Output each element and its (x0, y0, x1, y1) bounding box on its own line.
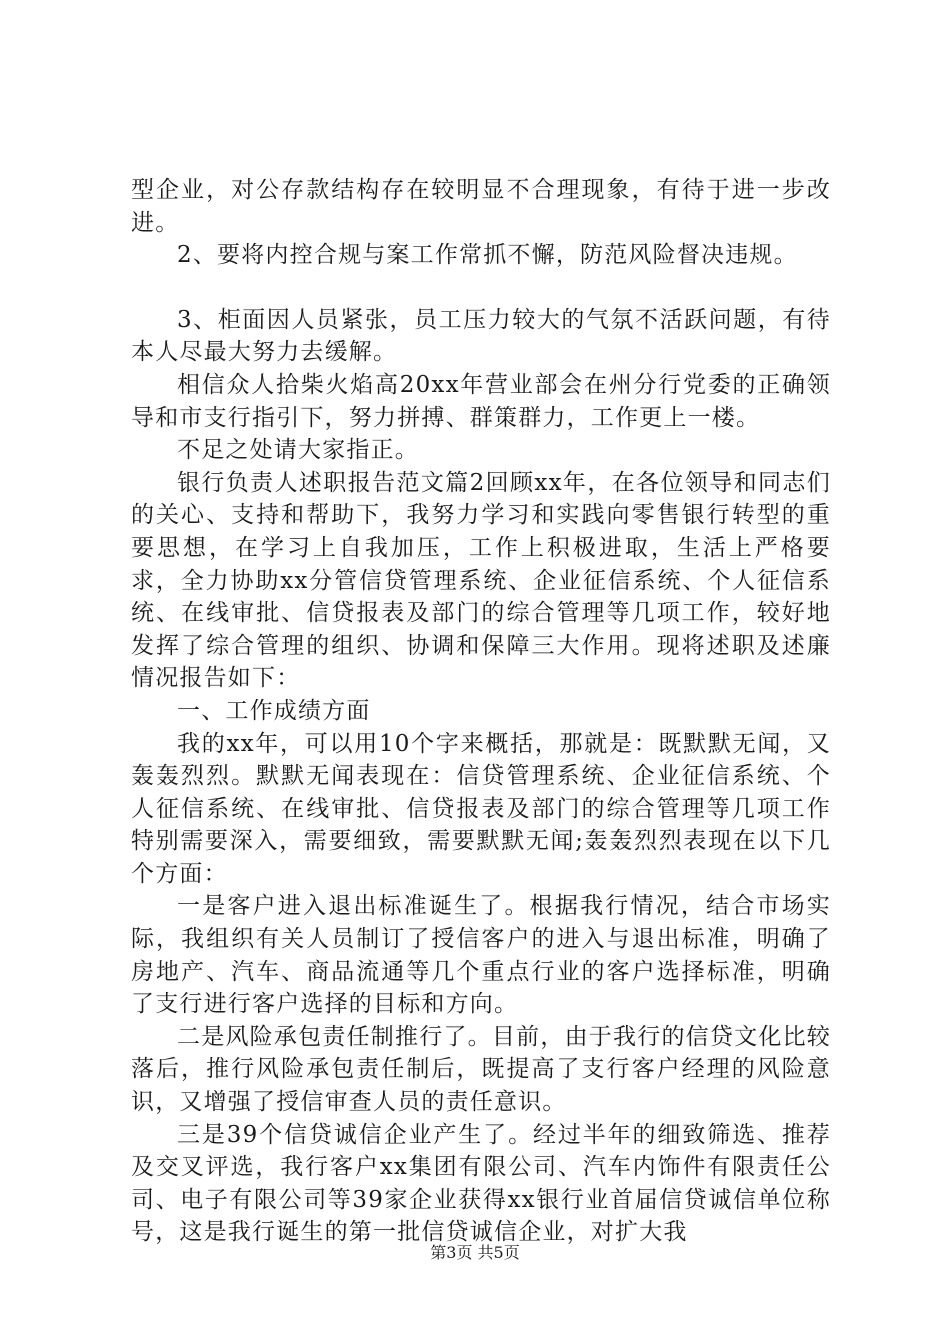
paragraph-item-2: 2、要将内控合规与案工作常抓不懈，防范风险督决违规。 (177, 242, 798, 269)
section-heading-achievements: 一、工作成绩方面 (177, 697, 371, 724)
page-number-footer: 第3页 共5页 (430, 1243, 520, 1262)
paragraph-continuation: 型企业，对公存款结构存在较明显不合理现象，有待于进一步改进。 (131, 177, 831, 236)
paragraph-point-2: 二是风险承包责任制推行了。目前，由于我行的信贷文化比较落后，推行风险承包责任制后，既提高了支行客户经理的风险意识，又增强了授信审查人员的责任意识。 (131, 1023, 831, 1116)
paragraph-point-3: 三是39个信贷诚信企业产生了。经过半年的细致筛选、推荐及交叉评选，我行客户xx集团有限公司、汽车内饰件有限责任公司、电子有限公司等39家企业获得xx银行业首届信贷诚信单位称号，这是我行诞生的第一批信贷诚信企业，对扩大我 (131, 1121, 831, 1246)
paragraph-closing: 不足之处请大家指正。 (177, 437, 419, 464)
paragraph-item-3: 3、柜面因人员紧张，员工压力较大的气氛不活跃问题，有待本人尽最大努力去缓解。 (131, 306, 831, 366)
paragraph-confidence: 相信众人拾柴火焰高20xx年营业部会在州分行党委的正确领导和市支行指引下，努力拼搏、群策群力，工作更上一楼。 (131, 371, 831, 431)
paragraph-point-1: 一是客户进入退出标准诞生了。根据我行情况，结合市场实际，我组织有关人员制订了授信客户的进入与退出标准，明确了房地产、汽车、商品流通等几个重点行业的客户选择标准，明确了支行进行客户选择的目标和方向。 (131, 893, 831, 1018)
document-body (131, 174, 831, 1249)
paragraph-summary: 我的xx年，可以用10个字来概括，那就是：既默默无闻，又轰轰烈烈。默默无闻表现在：信贷管理系统、企业征信系统、个人征信系统、在线审批、信贷报表及部门的综合管理等几项工作特别需要深入，需要细致，需要默默无闻;轰轰烈烈表现在以下几个方面： (131, 730, 831, 887)
paragraph-report-intro: 银行负责人述职报告范文篇2回顾xx年，在各位领导和同志们的关心、支持和帮助下，我努力学习和实践向零售银行转型的重要思想，在学习上自我加压，工作上积极进取，生活上严格要求，全力协助xx分管信贷管理系统、企业征信系统、个人征信系统、在线审批、信贷报表及部门的综合管理等几项工作，较好地发挥了综合管理的组织、协调和保障三大作用。现将述职及述廉情况报告如下： (131, 469, 831, 692)
